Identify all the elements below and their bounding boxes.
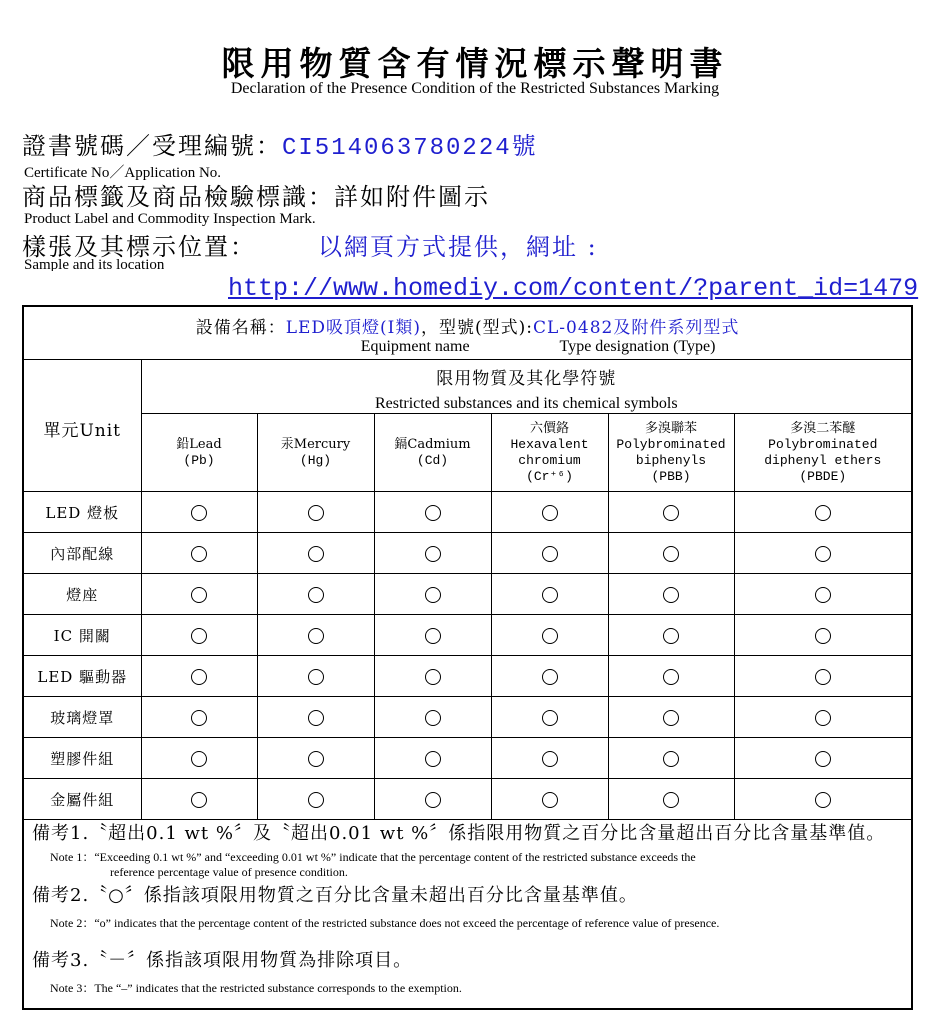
substance-name: 六價鉻: [529, 420, 569, 436]
substance-hexavalent-chromium: [491, 414, 608, 492]
presence-mark-cell: [491, 533, 608, 574]
circle-mark-icon: [191, 628, 207, 644]
circle-mark-icon: [425, 628, 441, 644]
note-1-en-2: reference percentage value of presence condition.: [110, 865, 348, 879]
circle-mark-icon: [663, 505, 679, 521]
substance-symbol: (PBDE): [799, 468, 847, 484]
cert-label-en: Certificate No／Application No.: [24, 165, 222, 181]
circle-mark-icon: [191, 546, 207, 562]
equipment-sep: ，型號(型式):: [421, 318, 534, 338]
table-row: [24, 574, 911, 615]
presence-mark-cell: [608, 779, 734, 820]
substance-symbol: (Hg): [299, 452, 332, 468]
circle-mark-icon: [542, 628, 558, 644]
circle-mark-icon: [308, 792, 324, 808]
note-1-en: Note 1：“Exceeding 0.1 wt %” and “exceeding 0.01 wt %” indicate that the percentage content of the restricted substance exceeds the: [50, 850, 696, 864]
note-2-en: Note 2：“o” indicates that the percentage content of the restricted substance does not exceed the percentage of reference value of presence.: [50, 916, 720, 930]
circle-mark-icon: [542, 751, 558, 767]
presence-mark-cell: [491, 574, 608, 615]
circle-mark-icon: [815, 792, 831, 808]
presence-mark-cell: [141, 533, 257, 574]
circle-mark-icon: [308, 505, 324, 521]
circle-mark-icon: [663, 792, 679, 808]
cert-number: CI514063780224號: [282, 135, 538, 162]
presence-mark-cell: [257, 492, 374, 533]
row-unit-label: 燈座: [24, 574, 141, 615]
circle-mark-icon: [542, 505, 558, 521]
presence-mark-cell: [141, 492, 257, 533]
row-unit-label: 內部配線: [24, 533, 141, 574]
circle-mark-icon: [425, 669, 441, 685]
substance-symbol: (Cr⁺⁶): [526, 468, 573, 484]
sample-label: 樣張及其標示位置：: [22, 233, 256, 261]
product-label-en: Product Label and Commodity Inspection Mark.: [24, 211, 316, 227]
note-2-cn: 備考2.〝○〞係指該項限用物質之百分比含量未超出百分比含量基準值。: [32, 885, 638, 906]
substance-name: 多溴二苯醚: [790, 420, 856, 436]
presence-mark-cell: [608, 615, 734, 656]
presence-mark-cell: [608, 656, 734, 697]
presence-mark-cell: [141, 738, 257, 779]
row-unit-label: 金屬件組: [24, 779, 141, 820]
circle-mark-icon: [542, 546, 558, 562]
circle-mark-icon: [191, 710, 207, 726]
sample-url-link[interactable]: http://www.homediy.com/content/?parent_id=1479: [228, 274, 919, 303]
table-row: [24, 738, 911, 779]
presence-mark-cell: [257, 533, 374, 574]
circle-mark-icon: [542, 587, 558, 603]
presence-mark-cell: [257, 697, 374, 738]
circle-mark-icon: [663, 751, 679, 767]
table-row: [24, 533, 911, 574]
presence-mark-cell: [374, 615, 491, 656]
equipment-header: [24, 307, 911, 360]
declaration-table-frame: [22, 305, 913, 1010]
table-row: [24, 615, 911, 656]
equipment-label: 設備名稱：: [195, 318, 286, 338]
circle-mark-icon: [308, 710, 324, 726]
restricted-substances-table: [24, 307, 911, 820]
circle-mark-icon: [425, 546, 441, 562]
presence-mark-cell: [374, 656, 491, 697]
substance-name: 鉛Lead: [176, 436, 222, 452]
presence-mark-cell: [257, 615, 374, 656]
presence-mark-cell: [141, 574, 257, 615]
cert-label: 證書號碼／受理編號：: [22, 132, 282, 160]
equipment-name: LED吸頂燈(I類): [285, 318, 422, 338]
circle-mark-icon: [308, 751, 324, 767]
equipment-name-en: Equipment name: [360, 338, 470, 355]
substance-name: 多溴聯苯: [644, 420, 697, 436]
presence-mark-cell: [491, 779, 608, 820]
substance-pbb: [608, 414, 734, 492]
circle-mark-icon: [308, 546, 324, 562]
presence-mark-cell: [491, 697, 608, 738]
substance-pbde: [734, 414, 911, 492]
circle-mark-icon: [815, 710, 831, 726]
type-designation-en: Type designation (Type): [559, 338, 716, 355]
equipment-model: CL-0482及附件系列型式: [533, 318, 740, 338]
presence-mark-cell: [491, 656, 608, 697]
presence-mark-cell: [257, 574, 374, 615]
presence-mark-cell: [141, 779, 257, 820]
table-body: [24, 492, 911, 820]
restricted-header-en: Restricted substances and its chemical symbols: [374, 395, 678, 412]
substance-symbol: (PBB): [651, 468, 691, 484]
presence-mark-cell: [374, 492, 491, 533]
presence-mark-cell: [257, 779, 374, 820]
circle-mark-icon: [815, 546, 831, 562]
presence-mark-cell: [374, 697, 491, 738]
table-row: [24, 697, 911, 738]
circle-mark-icon: [425, 587, 441, 603]
presence-mark-cell: [374, 574, 491, 615]
circle-mark-icon: [425, 792, 441, 808]
circle-mark-icon: [191, 751, 207, 767]
substance-name-en: Hexavalent chromium: [510, 436, 589, 468]
circle-mark-icon: [663, 587, 679, 603]
presence-mark-cell: [734, 738, 911, 779]
presence-mark-cell: [734, 656, 911, 697]
circle-mark-icon: [663, 546, 679, 562]
presence-mark-cell: [734, 533, 911, 574]
presence-mark-cell: [608, 738, 734, 779]
unit-header: 單元Unit: [43, 421, 122, 441]
substance-lead: [141, 414, 257, 492]
circle-mark-icon: [663, 628, 679, 644]
circle-mark-icon: [308, 628, 324, 644]
note-3-en: Note 3：The “–” indicates that the restricted substance corresponds to the exemption.: [50, 981, 462, 995]
presence-mark-cell: [734, 574, 911, 615]
substance-symbol: (Pb): [183, 452, 215, 468]
row-unit-label: IC 開關: [24, 615, 141, 656]
circle-mark-icon: [542, 669, 558, 685]
presence-mark-cell: [734, 779, 911, 820]
note-3-cn: 備考3.〝－〞係指該項限用物質為排除項目。: [32, 950, 413, 971]
table-row: [24, 656, 911, 697]
substance-name-en: Polybrominated biphenyls: [616, 436, 726, 468]
circle-mark-icon: [815, 628, 831, 644]
substance-mercury: [257, 414, 374, 492]
page-subtitle: Declaration of the Presence Condition of the Restricted Substances Marking: [230, 80, 720, 97]
circle-mark-icon: [542, 710, 558, 726]
page-title: 限用物質含有情況標示聲明書: [221, 44, 729, 83]
circle-mark-icon: [191, 669, 207, 685]
presence-mark-cell: [608, 574, 734, 615]
circle-mark-icon: [815, 751, 831, 767]
row-unit-label: 塑膠件組: [24, 738, 141, 779]
cert-line: [22, 126, 538, 162]
presence-mark-cell: [608, 697, 734, 738]
sample-value: 以網頁方式提供，網址 :: [318, 233, 598, 261]
presence-mark-cell: [491, 615, 608, 656]
presence-mark-cell: [141, 656, 257, 697]
circle-mark-icon: [425, 751, 441, 767]
restricted-header: [141, 360, 911, 414]
substance-name-en: [735, 437, 912, 485]
equipment-en-line: [24, 338, 911, 355]
substance-symbol: (Cd): [416, 452, 449, 468]
circle-mark-icon: [191, 505, 207, 521]
circle-mark-icon: [815, 587, 831, 603]
row-unit-label: LED 驅動器: [24, 656, 141, 697]
circle-mark-icon: [425, 710, 441, 726]
unit-header-cell: [24, 360, 141, 492]
presence-mark-cell: [734, 615, 911, 656]
presence-mark-cell: [734, 697, 911, 738]
circle-mark-icon: [815, 505, 831, 521]
circle-mark-icon: [542, 792, 558, 808]
circle-mark-icon: [308, 587, 324, 603]
substance-name-en-text: Polybrominated diphenyl ethers: [764, 436, 882, 468]
presence-mark-cell: [608, 533, 734, 574]
presence-mark-cell: [491, 492, 608, 533]
circle-mark-icon: [191, 792, 207, 808]
circle-mark-icon: [308, 669, 324, 685]
table-row: [24, 492, 911, 533]
sample-label-en: Sample and its location: [24, 257, 165, 271]
presence-mark-cell: [491, 738, 608, 779]
substance-name: 鎘Cadmium: [394, 436, 471, 452]
substance-name: 汞Mercury: [280, 436, 351, 452]
presence-mark-cell: [374, 738, 491, 779]
circle-mark-icon: [815, 669, 831, 685]
equipment-line: [24, 313, 911, 338]
presence-mark-cell: [734, 492, 911, 533]
presence-mark-cell: [141, 697, 257, 738]
presence-mark-cell: [374, 533, 491, 574]
substance-cadmium: [374, 414, 491, 492]
product-label-line: 商品標籤及商品檢驗標識：詳如附件圖示: [22, 183, 490, 211]
circle-mark-icon: [425, 505, 441, 521]
presence-mark-cell: [257, 656, 374, 697]
row-unit-label: LED 燈板: [24, 492, 141, 533]
presence-mark-cell: [141, 615, 257, 656]
restricted-header-cn: 限用物質及其化學符號: [436, 369, 617, 389]
circle-mark-icon: [663, 669, 679, 685]
presence-mark-cell: [257, 738, 374, 779]
circle-mark-icon: [191, 587, 207, 603]
table-row: [24, 779, 911, 820]
circle-mark-icon: [663, 710, 679, 726]
row-unit-label: 玻璃燈罩: [24, 697, 141, 738]
presence-mark-cell: [608, 492, 734, 533]
presence-mark-cell: [374, 779, 491, 820]
note-1-cn: 備考1.〝超出0.1 wt %〞及〝超出0.01 wt %〞係指限用物質之百分比含量超出百分比含量基準值。: [32, 823, 886, 844]
